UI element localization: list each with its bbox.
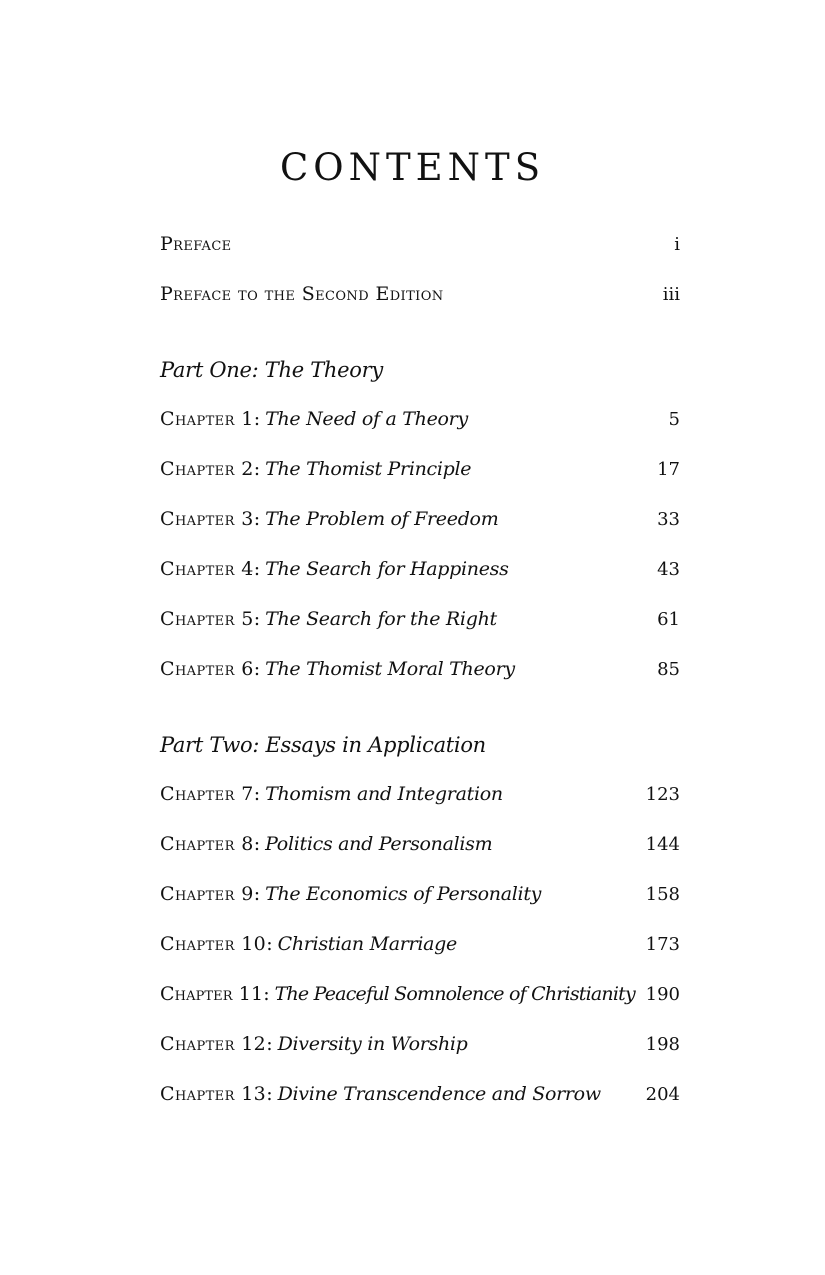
chapter-label: Chapter 4	[160, 558, 254, 580]
page-number: 123	[645, 784, 680, 805]
entry-label: Preface	[160, 233, 232, 255]
colon: :	[253, 408, 261, 430]
colon: :	[253, 783, 261, 805]
toc-entry-preface[interactable]	[160, 233, 680, 265]
chapter-label: Chapter 8	[160, 833, 254, 855]
toc-entry-preface-second-edition[interactable]	[160, 283, 680, 315]
page-number: 173	[645, 934, 680, 955]
page-number: i	[674, 234, 680, 255]
toc-entry-chapter-10[interactable]	[160, 933, 680, 965]
toc-entry-chapter-8[interactable]	[160, 833, 680, 865]
page-number: 33	[657, 509, 680, 530]
page-title: CONTENTS	[279, 146, 546, 189]
colon: :	[253, 658, 261, 680]
chapter-title: Divine Transcendence and Sorrow	[277, 1083, 601, 1105]
colon: :	[253, 833, 261, 855]
colon: :	[253, 508, 261, 530]
chapter-title: Christian Marriage	[277, 933, 457, 955]
chapter-label: Chapter 1	[160, 408, 254, 430]
page-number: 204	[645, 1084, 680, 1105]
chapter-label: Chapter 3	[160, 508, 254, 530]
chapter-title: Thomism and Integration	[265, 783, 503, 805]
chapter-label: Chapter 10	[160, 933, 267, 955]
colon: :	[253, 558, 261, 580]
chapter-title: Politics and Personalism	[265, 833, 493, 855]
toc-entry-chapter-4[interactable]	[160, 558, 680, 590]
page-number: 190	[645, 984, 680, 1005]
chapter-title: The Search for Happiness	[265, 558, 509, 580]
toc-entry-chapter-7[interactable]	[160, 783, 680, 815]
chapter-label: Chapter 2	[160, 458, 254, 480]
page-number: 198	[645, 1034, 680, 1055]
entry-label: Preface to the Second Edition	[160, 283, 444, 305]
chapter-label: Chapter 6	[160, 658, 254, 680]
chapter-title: The Need of a Theory	[265, 408, 468, 430]
chapter-label: Chapter 9	[160, 883, 254, 905]
colon: :	[263, 983, 270, 1005]
colon: :	[266, 1083, 273, 1105]
page-number: 144	[645, 834, 680, 855]
chapter-title: The Thomist Principle	[265, 458, 472, 480]
chapter-title: The Thomist Moral Theory	[265, 658, 515, 680]
chapter-title: The Peaceful Somnolence of Christianity	[274, 983, 635, 1005]
toc-entry-chapter-1[interactable]	[160, 408, 680, 440]
toc-entry-chapter-3[interactable]	[160, 508, 680, 540]
page-number: iii	[662, 284, 680, 305]
chapter-title: Diversity in Worship	[277, 1033, 468, 1055]
colon: :	[266, 933, 273, 955]
toc-entry-chapter-11[interactable]	[160, 983, 680, 1015]
chapter-title: The Problem of Freedom	[265, 508, 499, 530]
toc-entry-chapter-2[interactable]	[160, 458, 680, 490]
chapter-title: The Search for the Right	[265, 608, 497, 630]
part-one-heading: Part One: The Theory	[160, 358, 383, 382]
toc-entry-chapter-5[interactable]	[160, 608, 680, 640]
colon: :	[253, 608, 261, 630]
colon: :	[266, 1033, 273, 1055]
chapter-label: Chapter 11	[160, 983, 264, 1005]
page-number: 17	[657, 459, 680, 480]
colon: :	[253, 883, 261, 905]
toc-entry-chapter-12[interactable]	[160, 1033, 680, 1065]
chapter-label: Chapter 13	[160, 1083, 267, 1105]
chapter-label: Chapter 12	[160, 1033, 267, 1055]
page-number: 158	[645, 884, 680, 905]
page-number: 85	[657, 659, 680, 680]
colon: :	[253, 458, 261, 480]
page-number: 61	[657, 609, 680, 630]
toc-entry-chapter-9[interactable]	[160, 883, 680, 915]
chapter-label: Chapter 5	[160, 608, 254, 630]
chapter-title: The Economics of Personality	[265, 883, 542, 905]
toc-entry-chapter-6[interactable]	[160, 658, 680, 690]
toc-entry-chapter-13[interactable]	[160, 1083, 680, 1115]
chapter-label: Chapter 7	[160, 783, 254, 805]
page-number: 5	[668, 409, 680, 430]
page-number: 43	[657, 559, 680, 580]
part-two-heading: Part Two: Essays in Application	[160, 733, 486, 757]
